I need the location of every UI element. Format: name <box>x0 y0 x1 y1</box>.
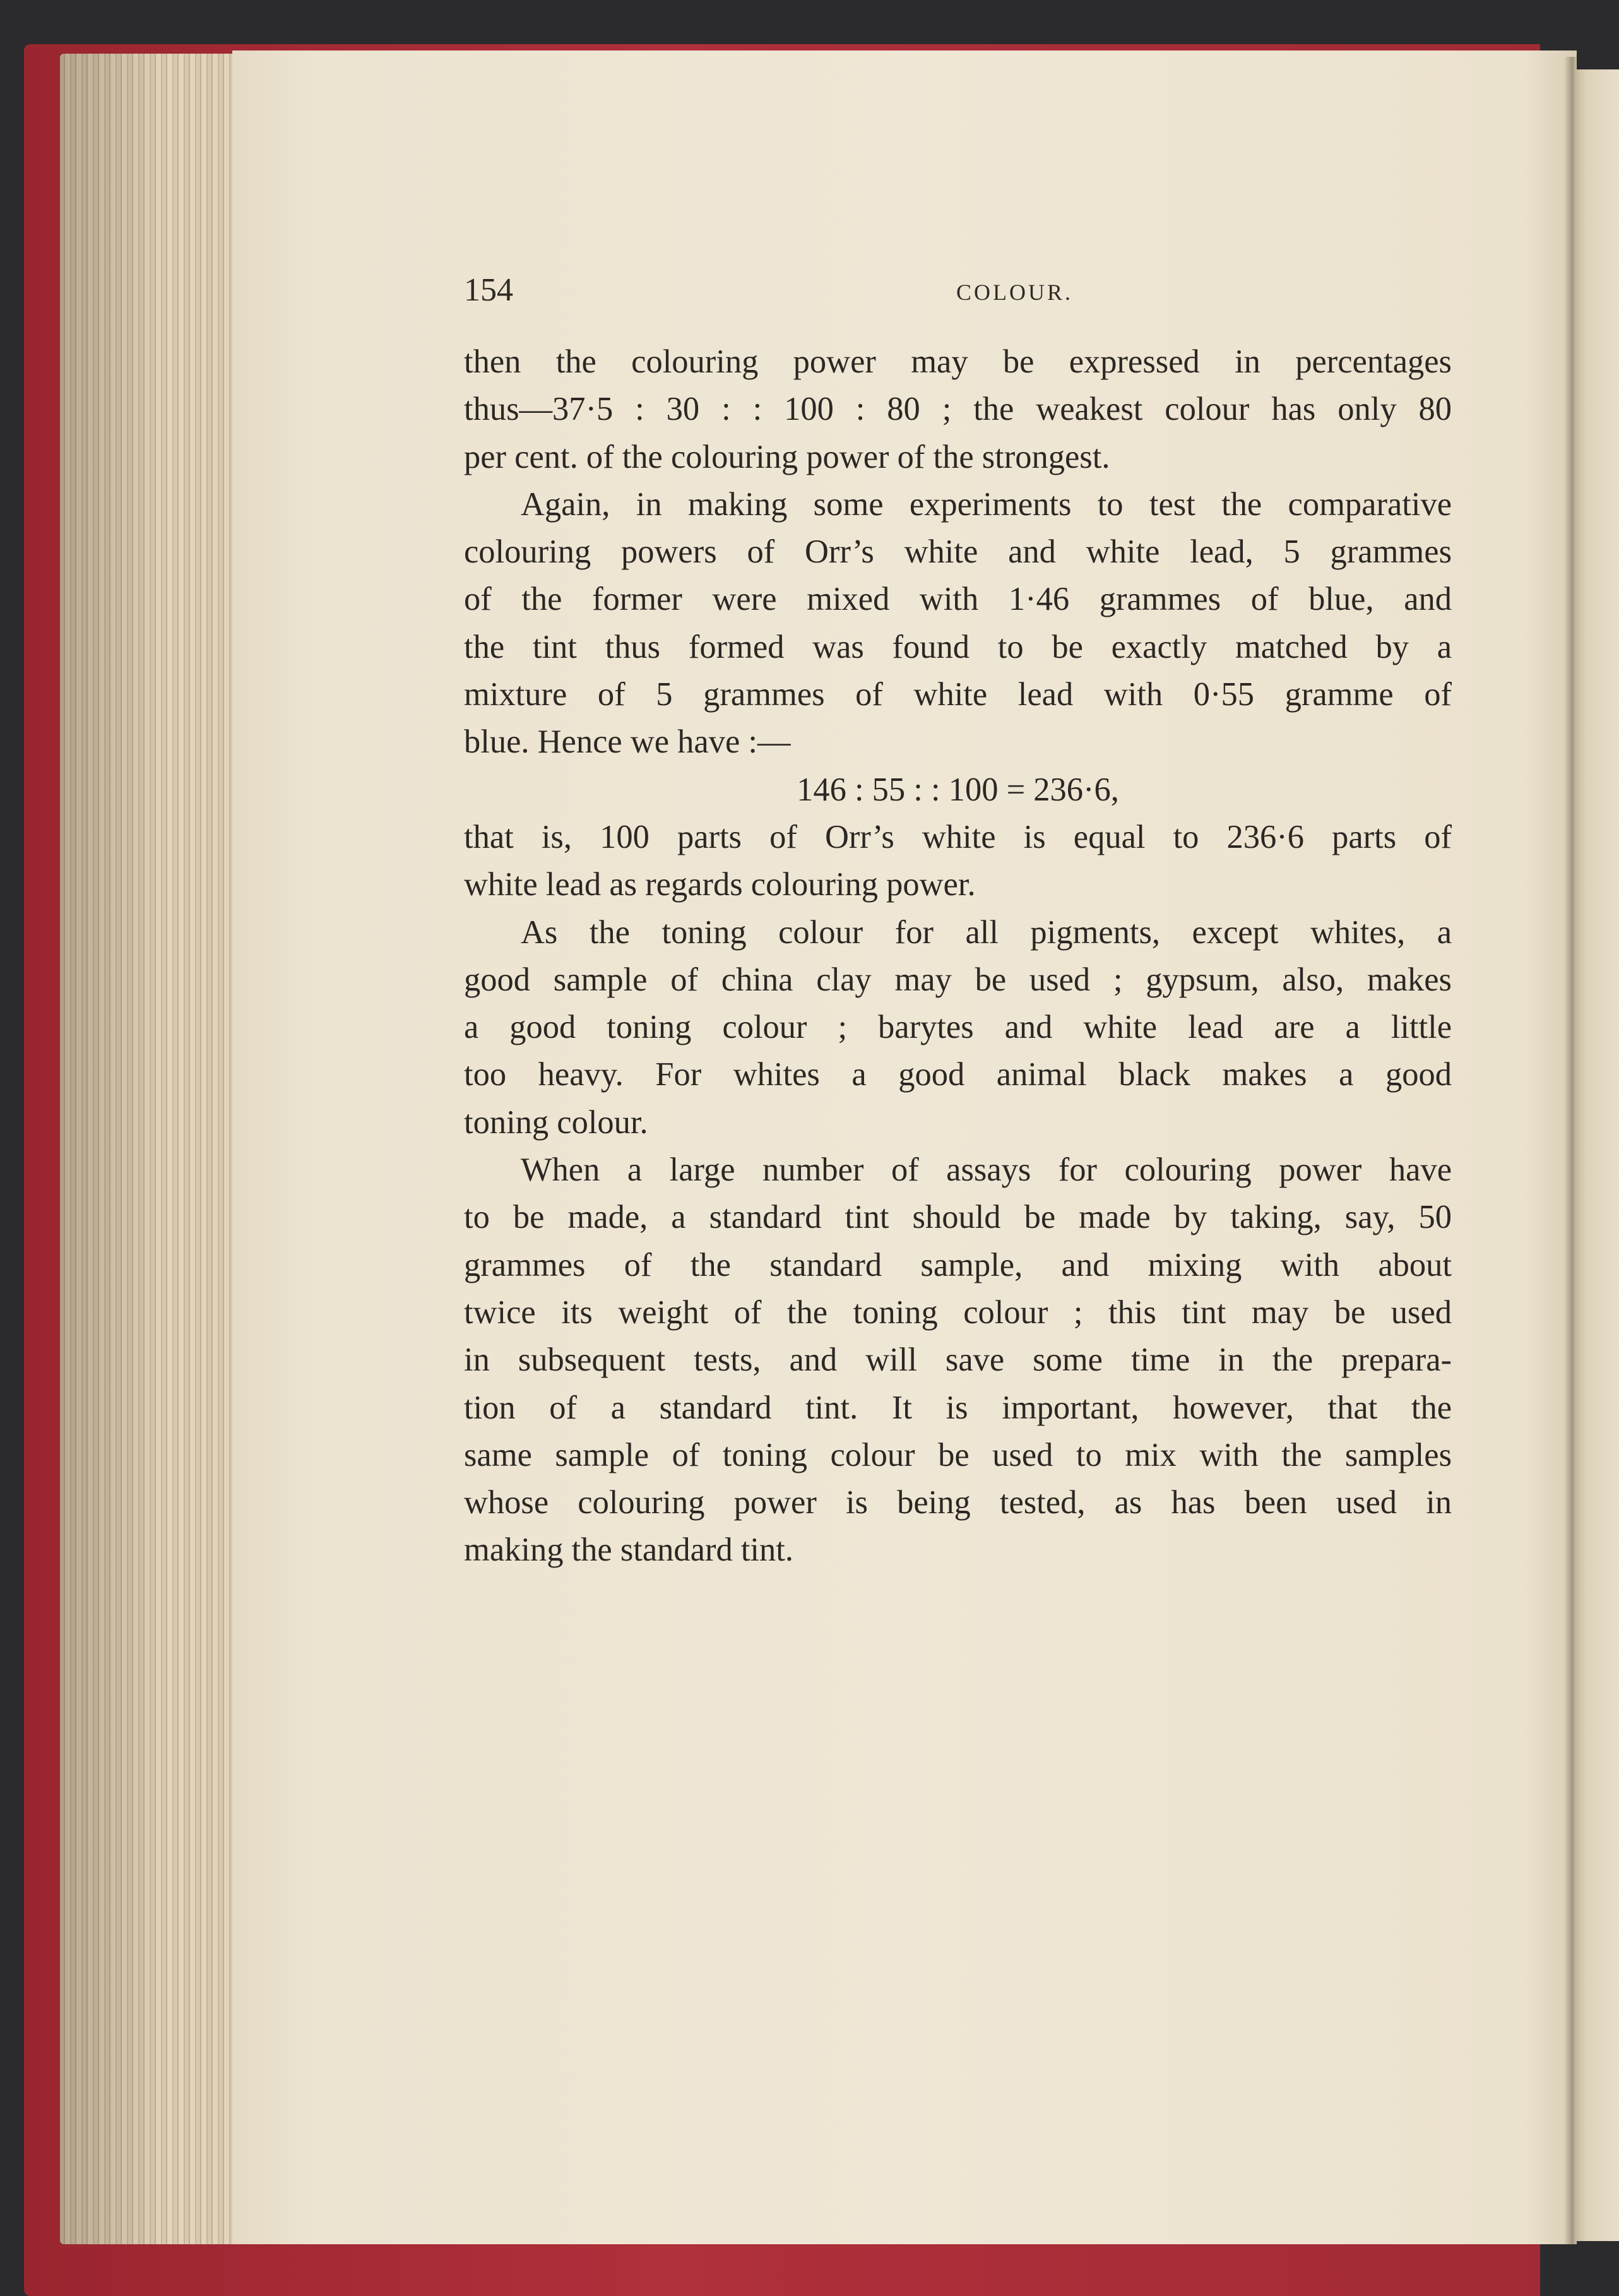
text-line: to be made, a standard tint should be made by taking, say, 50 <box>464 1199 1452 1236</box>
text-line: same sample of toning colour be used to mix with the samples <box>464 1436 1452 1473</box>
gutter-shadow <box>1564 57 1578 2244</box>
text-line: good sample of china clay may be used ; gypsum, also, makes <box>464 961 1452 998</box>
text-line: As the toning colour for all pigments, except whites, a <box>521 913 1452 951</box>
text-line: a good toning colour ; barytes and white lead are a little <box>464 1009 1452 1046</box>
text-line: that is, 100 parts of Orr’s white is equal to 236·6 parts of <box>464 818 1452 855</box>
text-line: mixture of 5 grammes of white lead with 0·55 gramme of <box>464 676 1452 713</box>
text-line: too heavy. For whites a good animal black makes a good <box>464 1056 1452 1093</box>
equation-line: 146 : 55 : : 100 = 236·6, <box>797 771 1119 808</box>
text-line: tion of a standard tint. It is important, however, that the <box>464 1389 1452 1426</box>
running-title: COLOUR. <box>956 280 1073 305</box>
text-line: twice its weight of the toning colour ; this tint may be used <box>464 1294 1452 1331</box>
text-line: colouring powers of Orr’s white and white lead, 5 grammes <box>464 533 1452 571</box>
running-head <box>464 268 1452 312</box>
page-number: 154 <box>464 272 513 308</box>
text-line: Again, in making some experiments to test the comparative <box>521 485 1452 523</box>
text-line: thus—37·5 : 30 : : 100 : 80 ; the weakest colour has only 80 <box>464 391 1452 428</box>
text-line: grammes of the standard sample, and mixing with about <box>464 1246 1452 1283</box>
text-line: whose colouring power is being tested, as has been used in <box>464 1484 1452 1521</box>
text-line: white lead as regards colouring power. <box>464 866 976 903</box>
text-line: of the former were mixed with 1·46 grammes of blue, and <box>464 581 1452 618</box>
text-line: in subsequent tests, and will save some time in the prepara- <box>464 1341 1452 1379</box>
body-text <box>464 338 1452 1574</box>
text-line: per cent. of the colouring power of the strongest. <box>464 438 1110 475</box>
text-line: blue. Hence we have :— <box>464 723 791 761</box>
text-line: toning colour. <box>464 1103 648 1141</box>
facing-page <box>1572 69 1619 2241</box>
text-line: the tint thus formed was found to be exactly matched by a <box>464 628 1452 665</box>
page-edges-shadow <box>60 54 237 2244</box>
text-line: making the standard tint. <box>464 1532 793 1569</box>
text-line: then the colouring power may be expressed in percentages <box>464 343 1452 380</box>
text-line: When a large number of assays for colouring power have <box>521 1151 1452 1189</box>
